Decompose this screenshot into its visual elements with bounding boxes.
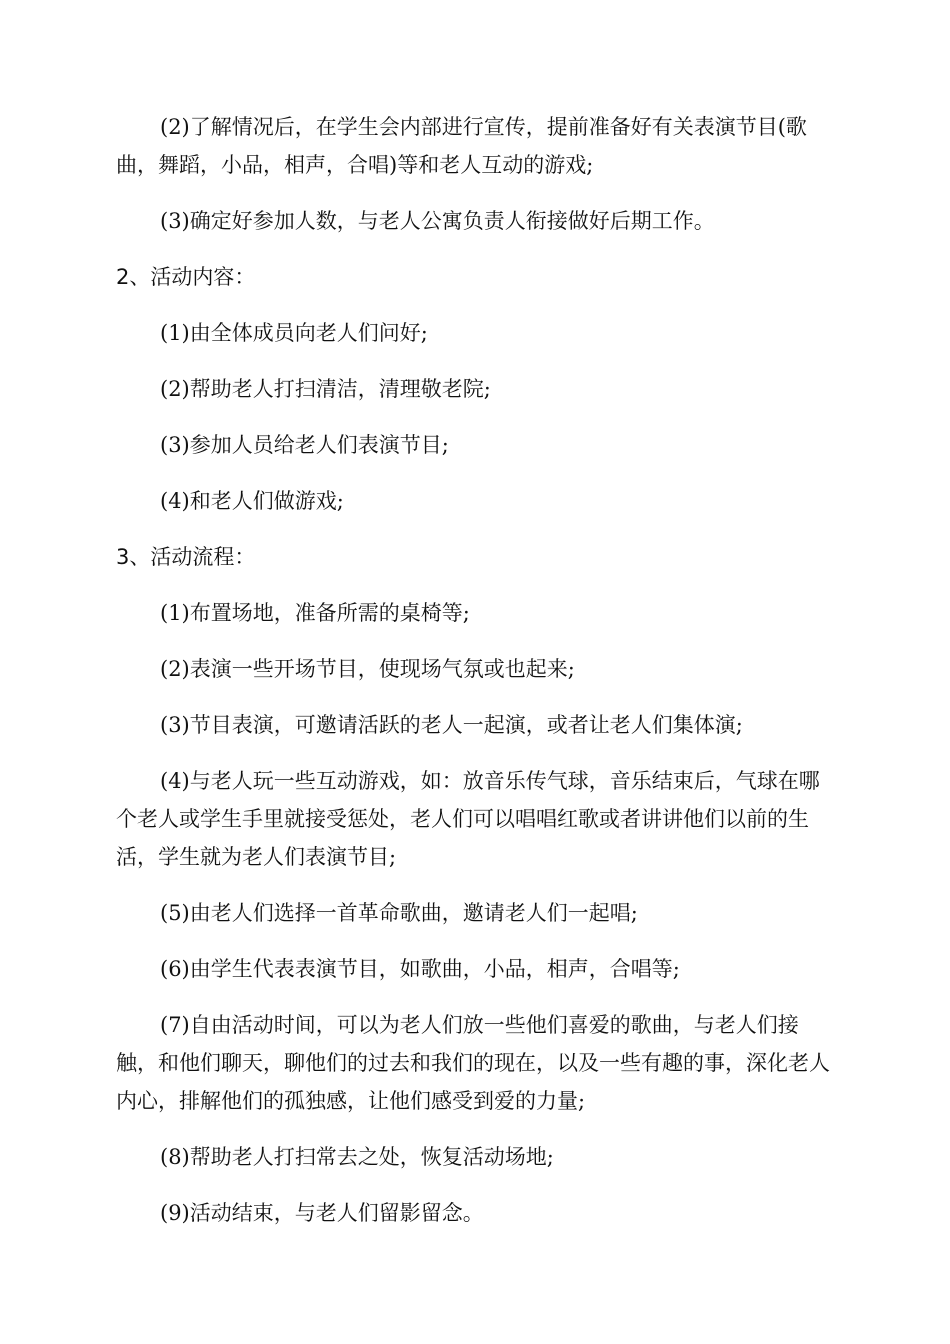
paragraph-content-1: (1)由全体成员向老人们问好; <box>160 321 428 345</box>
paragraph-process-1: (1)布置场地，准备所需的桌椅等; <box>160 601 470 625</box>
paragraph-content-3: (3)参加人员给老人们表演节目; <box>160 433 449 457</box>
paragraph-prep-3: (3)确定好参加人数，与老人公寓负责人衔接做好后期工作。 <box>160 209 715 233</box>
paragraph-process-3: (3)节目表演，可邀请活跃的老人一起演，或者让老人们集体演; <box>160 713 743 737</box>
paragraph-process-8: (8)帮助老人打扫常去之处，恢复活动场地; <box>160 1145 554 1169</box>
paragraph-prep-2: (2)了解情况后，在学生会内部进行宣传，提前准备好有关表演节目(歌曲，舞蹈，小品，相声，合唱)等和老人互动的游戏; <box>116 115 807 177</box>
section-heading-content: 2、活动内容： <box>116 265 256 289</box>
section-heading-process: 3、活动流程： <box>116 545 256 569</box>
paragraph-process-7: (7)自由活动时间，可以为老人们放一些他们喜爱的歌曲，与老人们接触，和他们聊天，聊他们的过去和我们的现在，以及一些有趣的事，深化老人内心，排解他们的孤独感，让他们感受到爱的力量; <box>116 1013 830 1113</box>
document-body <box>116 108 836 1250</box>
paragraph-process-5: (5)由老人们选择一首革命歌曲，邀请老人们一起唱; <box>160 901 638 925</box>
paragraph-process-2: (2)表演一些开场节目，使现场气氛或也起来; <box>160 657 575 681</box>
paragraph-content-4: (4)和老人们做游戏; <box>160 489 344 513</box>
paragraph-process-9: (9)活动结束，与老人们留影留念。 <box>160 1201 484 1225</box>
paragraph-content-2: (2)帮助老人打扫清洁，清理敬老院; <box>160 377 491 401</box>
paragraph-process-4: (4)与老人玩一些互动游戏，如：放音乐传气球，音乐结束后，气球在哪个老人或学生手里就接受惩处，老人们可以唱唱红歌或者讲讲他们以前的生活，学生就为老人们表演节目; <box>116 769 820 869</box>
paragraph-process-6: (6)由学生代表表演节目，如歌曲，小品，相声，合唱等; <box>160 957 680 981</box>
